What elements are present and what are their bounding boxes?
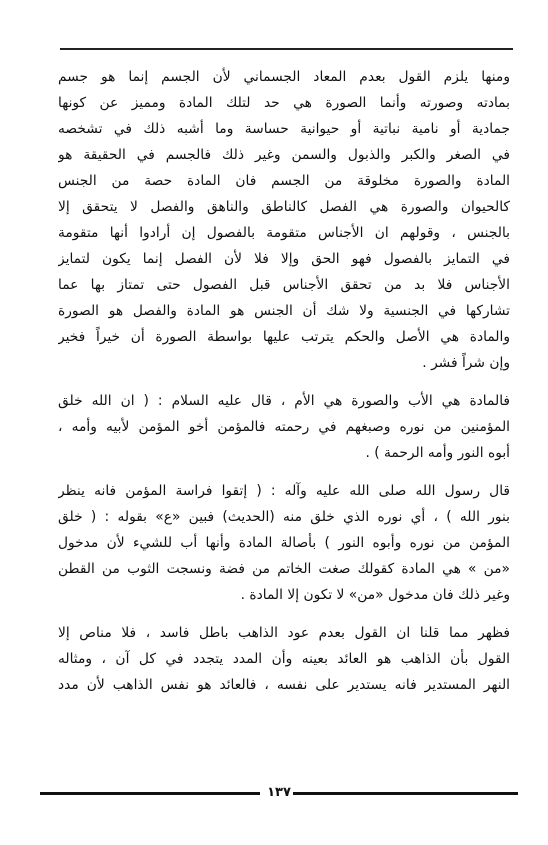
text-line: «من » هي المادة كقولك صغت الخاتم من فضة ونسجت الثوب من القطن — [58, 561, 510, 577]
paragraph-2 — [58, 388, 510, 466]
text-line: المؤمن من نوره وأبوه النور ) بأصالة المادة وأنها أب للشيء لأن مدخول — [58, 535, 510, 551]
page-body — [58, 64, 510, 698]
text-line: بمادته وصورته وأنما الصورة هي حد لتلك المادة ومميز عن كونها — [58, 95, 510, 111]
text-line: القول بأن الذاهب هو العائد بعينه وأن المدد يتجدد في كل آن ، ومثاله — [58, 651, 510, 667]
text-line: المؤمنين من نوره وصبغهم في رحمته فالمؤمن أخو المؤمن لأبيه وأمه ، — [58, 419, 510, 435]
paragraph-3 — [58, 478, 510, 608]
text-line: كالحيوان والصورة هي الفصل كالناطق والناهق والفصل لا يتحقق إلا — [58, 199, 510, 215]
text-line: فظهر مما قلنا ان القول بعدم عود الذاهب باطل فاسد ، فلا مناص إلا — [58, 625, 510, 641]
paragraph-gap — [58, 466, 510, 478]
page-number: ١٣٧ — [267, 785, 291, 800]
text-line: قال رسول الله صلى الله عليه وآله : ( إتقوا فراسة المؤمن فانه ينظر — [58, 483, 510, 499]
footer-rule-right — [293, 792, 518, 795]
text-line: النهر المستدير فانه يستدير على نفسه ، فالعائد هو نفس الذاهب لأن مدد — [58, 677, 510, 693]
text-line: تشاركها في الجنسية ولا شك أن الجنس هو المادة والفصل هو الصورة — [58, 303, 510, 319]
text-line: الأجناس فلا بد من تحقق الأجناس قبل الفصول حتى تمتاز بها عما — [58, 277, 510, 293]
paragraph-4 — [58, 620, 510, 698]
top-rule — [60, 48, 513, 50]
text-line: وغير ذلك فان مدخول «من» لا تكون إلا المادة . — [240, 587, 510, 603]
text-line: أبوه النور وأمه الرحمة ) . — [365, 445, 510, 461]
text-line: المادة والصورة مخلوقة من الجسم فان المادة حصة من الجنس — [58, 173, 510, 189]
text-line: والمادة هي الأصل والحكم يترتب عليها بواسطة الصورة أن خيراً فخير — [58, 329, 510, 345]
text-line: في الصغر والكبر والذبول والسمن وغير ذلك فالجسم في الحقيقة هو — [58, 147, 510, 163]
text-line: بالجنس ، وقولهم ان الأجناس متقومة بالفصول إن أرادوا أنها متقومة — [58, 225, 510, 241]
text-line: ومنها يلزم القول بعدم المعاد الجسماني لأن الجسم إنما هو جسم — [58, 69, 510, 85]
paragraph-gap — [58, 376, 510, 388]
page-footer — [40, 784, 518, 800]
paragraph-1 — [58, 64, 510, 376]
text-line: فالمادة هي الأب والصورة هي الأم ، قال عليه السلام : ( ان الله خلق — [58, 393, 510, 409]
paragraph-gap — [58, 608, 510, 620]
text-line: بنور الله ) ، أي نوره الذي خلق منه (الحديث) فبين «ع» بقوله : ( خلق — [58, 509, 510, 525]
text-line: وإن شراً فشر . — [422, 355, 510, 371]
text-line: في التمايز بالفصول فهو الحق وإلا فلا لأن الفصل إنما يكون لتمايز — [58, 251, 510, 267]
text-line: جمادية أو نامية نباتية أو حيوانية حساسة وما أشبه ذلك في تشخصه — [58, 121, 510, 137]
